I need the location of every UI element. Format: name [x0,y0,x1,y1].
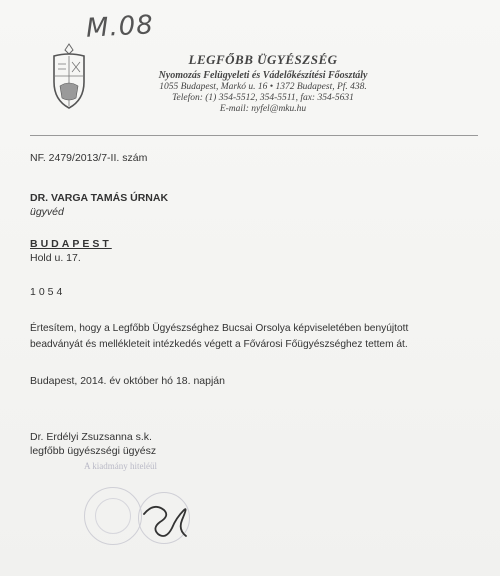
header-divider [30,135,478,136]
recipient-name: DR. VARGA TAMÁS ÚRNAK [30,192,169,204]
handwritten-signature [130,492,210,542]
organization-name: LEGFŐBB ÜGYÉSZSÉG [188,52,338,67]
phone-fax: Telefon: (1) 354-5512, 354-5511, fax: 354-5631 [172,93,354,103]
coat-of-arms-icon [46,42,92,112]
reference-number: NF. 2479/2013/7-II. szám [30,152,148,164]
letter-date: Budapest, 2014. év október hó 18. napján [30,375,225,387]
recipient-postcode: 1054 [30,286,66,298]
department-name: Nyomozás Felügyeleti és Vádelőkészítési Főosztály [158,70,368,81]
body-line-2: beadványát és mellékleteit intézkedés végett a Fővárosi Főügyészséghez tettem át. [30,339,408,350]
address: 1055 Budapest, Markó u. 16 • 1372 Budapest, Pf. 438. [159,82,367,92]
recipient-street: Hold u. 17. [30,252,81,264]
email: E-mail: nyfel@mku.hu [219,104,307,114]
recipient-title: ügyvéd [30,206,64,218]
signatory-name: Dr. Erdélyi Zsuzsanna s.k. [30,431,152,443]
recipient-city: BUDAPEST [30,238,112,250]
signatory-title: legfőbb ügyészségi ügyész [30,445,157,457]
body-line-1: Értesítem, hogy a Legfőbb Ügyészséghez Bucsai Orsolya képviseletében benyújtott [30,323,409,334]
authentication-stamp-text: A kiadmány hiteléül [84,461,157,471]
handwritten-note: M.08 [85,10,155,44]
letterhead [118,52,408,114]
